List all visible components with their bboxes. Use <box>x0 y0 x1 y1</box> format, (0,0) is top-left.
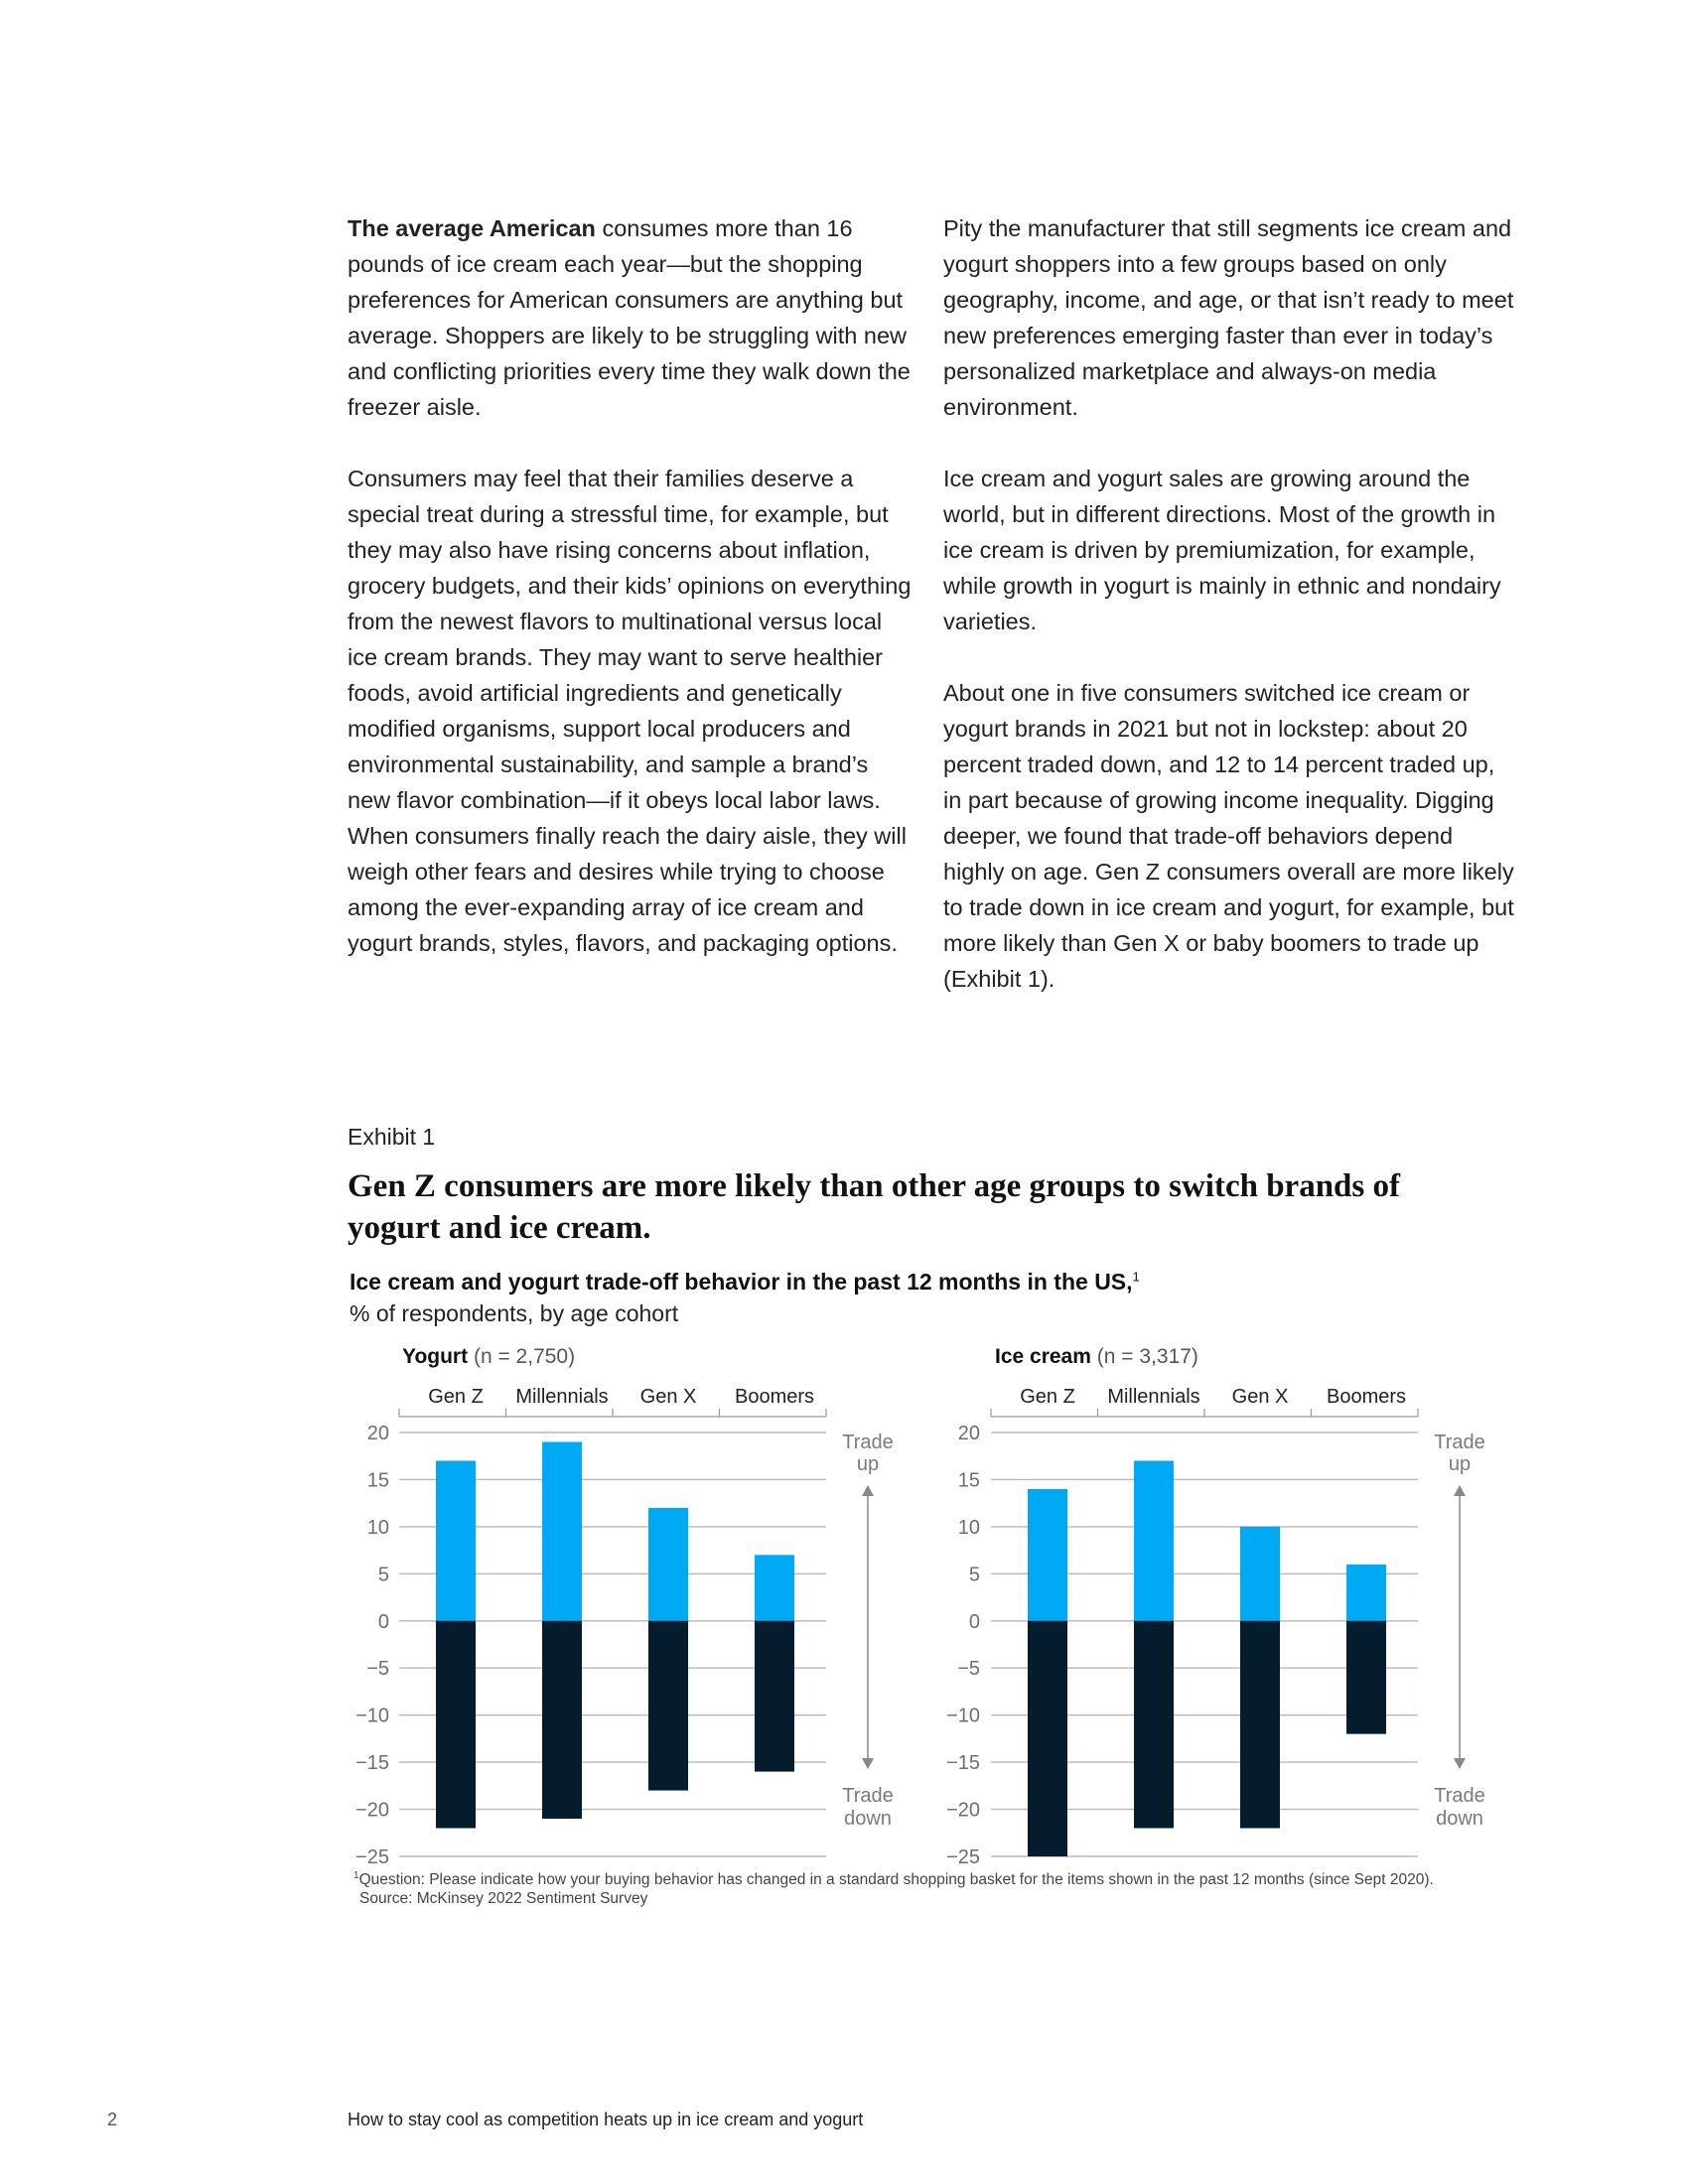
panel-title-name: Ice cream <box>995 1345 1091 1368</box>
lead-in: The average American <box>348 215 596 241</box>
y-tick-label: −25 <box>946 1846 980 1868</box>
category-label: Gen X <box>1231 1386 1289 1408</box>
trade-up-label: Trade <box>1434 1432 1485 1453</box>
arrow-up-icon <box>1454 1485 1466 1496</box>
bar-trade-down <box>436 1621 476 1829</box>
bar-trade-up <box>1346 1565 1386 1621</box>
bar-trade-up <box>648 1508 688 1621</box>
body-column-right <box>943 210 1514 1032</box>
category-label: Gen Z <box>1020 1386 1075 1408</box>
y-tick-label: 15 <box>957 1469 980 1492</box>
y-tick-label: 20 <box>366 1423 389 1444</box>
arrow-down-icon <box>1454 1758 1466 1769</box>
bar-trade-down <box>542 1621 582 1819</box>
bar-trade-up <box>1028 1489 1067 1621</box>
trade-down-label: down <box>844 1808 892 1830</box>
bar-trade-down <box>648 1621 688 1791</box>
paragraph: Consumers may feel that their families deserve a special treat during a stressful time, for example, but they may also have rising concerns about inflation, grocery budgets, and their kids’ opinions on everything from the newest flavors to multinational versus local ice cream brands. They may want to serve healthier foods, avoid artificial ingredients and genetically modified organisms, support local producers and environmental sustainability, and sample a brand’s new flavor combination—if it obeys local labor laws. When consumers finally reach the dairy aisle, they will weigh other fears and desires while trying to choose among the ever-expanding array of ice cream and yogurt brands, styles, flavors, and packaging options. <box>348 466 912 956</box>
exhibit-label: Exhibit 1 <box>348 1124 436 1150</box>
y-tick-label: −10 <box>946 1705 980 1727</box>
trade-up-label: up <box>1448 1453 1472 1475</box>
y-tick-label: −5 <box>366 1658 389 1681</box>
bar-trade-up <box>755 1555 794 1620</box>
y-tick-label: 5 <box>377 1564 389 1586</box>
y-tick-label: −20 <box>946 1799 980 1822</box>
bar-trade-down <box>755 1621 794 1772</box>
y-tick-label: 0 <box>968 1610 980 1633</box>
page-number: 2 <box>107 2110 118 2129</box>
bar-trade-down <box>1346 1621 1386 1734</box>
paragraph: About one in five consumers switched ice cream or yogurt brands in 2021 but not in lockstep: about 20 percent traded down, and 12 to 14 percent traded up, in part because of growing income inequality. Digging deeper, we found that trade-off behaviors depend highly on age. Gen Z consumers overall are more likely to trade down in ice cream and yogurt, for example, but more likely than Gen X or baby boomers to trade up (Exhibit 1). <box>943 680 1514 992</box>
chart-title-text: Ice cream and yogurt trade-off behavior in the past 12 months in the US, <box>350 1269 1133 1295</box>
arrow-down-icon <box>862 1758 874 1769</box>
trade-up-label: Trade <box>842 1432 894 1453</box>
footnote-number: 1 <box>353 1870 359 1881</box>
body-column-left <box>348 210 912 997</box>
category-label: Gen X <box>639 1386 697 1408</box>
paragraph <box>348 210 912 425</box>
panel-n-label: (n = 2,750) <box>473 1345 576 1368</box>
yogurt-panel-title <box>402 1345 575 1369</box>
y-tick-label: 10 <box>957 1516 980 1539</box>
ice-cream-panel-title <box>995 1345 1198 1369</box>
y-tick-label: 5 <box>968 1564 980 1586</box>
bar-trade-up <box>542 1441 582 1620</box>
category-label: Millennials <box>1107 1386 1200 1408</box>
bar-trade-up <box>1240 1527 1280 1621</box>
y-tick-label: 20 <box>957 1423 980 1444</box>
trade-up-label: up <box>856 1453 880 1475</box>
paragraph-text: consumes more than 16 pounds of ice cream each year—but the shopping preferences for American consumers are anything but average. Shoppers are likely to be struggling with new and conflicting priorities every time they walk down the freezer aisle. <box>348 215 911 420</box>
exhibit-title: Gen Z consumers are more likely than other age groups to switch brands of yogurt and ice cream. <box>348 1168 1400 1246</box>
panel-n-label: (n = 3,317) <box>1096 1345 1198 1368</box>
bar-trade-down <box>1028 1621 1067 1856</box>
y-tick-label: −20 <box>355 1799 389 1822</box>
trade-down-label: Trade <box>1434 1785 1485 1807</box>
footnote-source: Source: McKinsey 2022 Sentiment Survey <box>359 1890 648 1908</box>
y-tick-label: −10 <box>355 1705 389 1727</box>
y-tick-label: −5 <box>957 1658 980 1681</box>
category-label: Gen Z <box>428 1386 484 1408</box>
bar-trade-down <box>1240 1621 1280 1829</box>
y-tick-label: −25 <box>355 1846 389 1868</box>
y-tick-label: 15 <box>366 1469 389 1492</box>
footnote-marker: 1 <box>1132 1269 1140 1285</box>
bar-trade-up <box>1134 1460 1174 1620</box>
category-label: Boomers <box>1326 1386 1407 1408</box>
paragraph: Pity the manufacturer that still segments ice cream and yogurt shoppers into a few groups based on only geography, income, and age, or that isn’t ready to meet new preferences emerging faster than ever in today’s personalized marketplace and always-on media environment. <box>943 215 1514 420</box>
arrow-up-icon <box>862 1485 874 1496</box>
trade-down-label: down <box>1436 1808 1483 1830</box>
y-tick-label: −15 <box>355 1752 389 1775</box>
panel-title-name: Yogurt <box>402 1345 469 1368</box>
category-label: Millennials <box>515 1386 609 1408</box>
charts-area <box>0 1375 1688 1871</box>
footnote-question <box>353 1866 1434 1889</box>
y-tick-label: −15 <box>946 1752 980 1775</box>
category-label: Boomers <box>734 1386 815 1408</box>
bar-trade-down <box>1134 1621 1174 1829</box>
bar-trade-up <box>436 1460 476 1620</box>
y-tick-label: 10 <box>366 1516 389 1539</box>
chart-title <box>350 1269 1140 1296</box>
y-tick-label: 0 <box>377 1610 389 1633</box>
footnote-text: Question: Please indicate how your buying behavior has changed in a standard shopping basket for the items shown in the past 12 months (since Sept 2020). <box>358 1871 1434 1889</box>
trade-down-label: Trade <box>842 1785 894 1807</box>
footnote <box>353 1866 1434 1908</box>
paragraph: Ice cream and yogurt sales are growing around the world, but in different directions. Most of the growth in ice cream is driven by premiumization, for example, while growth in yogurt is mainly in ethnic and nondairy varieties. <box>943 466 1501 634</box>
chart-subtitle: % of respondents, by age cohort <box>350 1300 679 1326</box>
footer-title: How to stay cool as competition heats up in ice cream and yogurt <box>348 2110 864 2129</box>
